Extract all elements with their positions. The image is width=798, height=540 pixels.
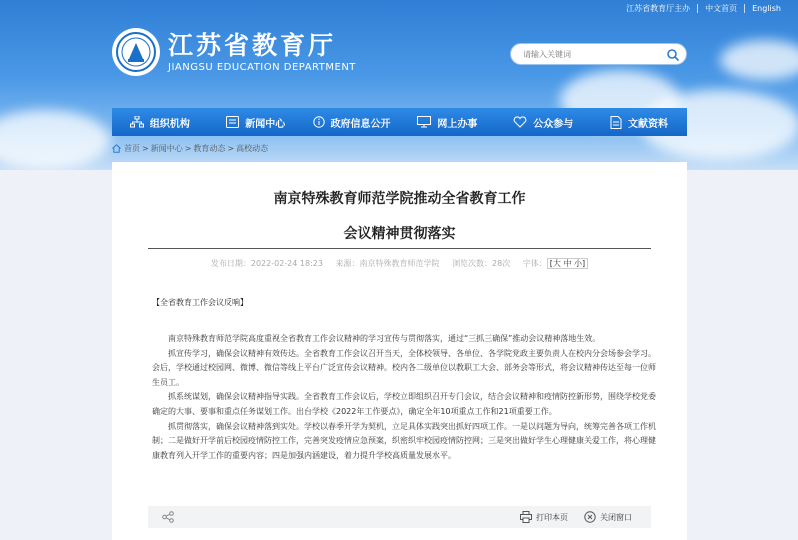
- breadcrumb-item[interactable]: 首页: [124, 144, 140, 153]
- close-label: 关闭窗口: [600, 512, 632, 522]
- cloud-decoration: [720, 40, 798, 80]
- nav-item-info[interactable]: [304, 108, 400, 136]
- nav-item-public[interactable]: [495, 108, 591, 136]
- article-title-line1: 南京特殊教育师范学院推动全省教育工作: [273, 191, 526, 207]
- title-divider: [148, 248, 651, 249]
- article-meta: [112, 258, 687, 269]
- org-icon: [130, 116, 144, 128]
- nav-label: 网上办事: [437, 118, 478, 130]
- publish-date: 发布日期：2022-02-24 18:23: [210, 259, 323, 268]
- article-title-line2: 会议精神贯彻落实: [343, 226, 456, 242]
- top-links-bar: [619, 0, 788, 16]
- nav-item-news[interactable]: [208, 108, 304, 136]
- nav-item-online[interactable]: [399, 108, 495, 136]
- paragraph: 抓系统谋划，确保会议精神指导实践。全省教育工作会议后，学校立即组织召开专门会议，结合会议精神和疫情防控新形势，围绕学校党委确定的大事、要事和重点任务谋划工作。出台学校《2022年工作要点》，确定全年10项重点工作和21项重要工作。: [152, 392, 656, 416]
- print-button[interactable]: [520, 511, 568, 523]
- article-body: [152, 332, 656, 463]
- paragraph: 抓贯彻落实，确保会议精神落到实处。学校以春季开学为契机，立足具体实践突出抓好四项工作。一是以问题为导向，统筹完善各项工作机制；二是做好开学前后校园疫情防控工作，完善突发疫情应急预案，织密织牢校园疫情防控网；三是突出做好学生心理健康关爱工作，将心理健康教育列入开学工作的重要内容；四是加强内涵建设，着力提升学校高质量发展水平。: [152, 421, 656, 460]
- breadcrumb: 首页 > 新闻中心 > 教育动态 > 高校动态: [112, 143, 270, 154]
- share-icon[interactable]: [162, 511, 174, 525]
- breadcrumb-item[interactable]: 高校动态: [236, 144, 269, 153]
- logo-cn-text: 江苏省教育厅: [168, 31, 337, 60]
- breadcrumb-item[interactable]: 新闻中心: [150, 144, 183, 153]
- view-count: 浏览次数：28次: [452, 259, 511, 268]
- font-size-switcher[interactable]: [大 中 小]: [547, 258, 588, 269]
- nav-label: 公众参与: [533, 118, 574, 130]
- monitor-icon: [417, 116, 431, 128]
- heart-icon: [513, 116, 527, 128]
- article-tag: 【全省教育工作会议反响】: [152, 298, 248, 307]
- cn-home-link[interactable]: 中文首页: [705, 3, 738, 13]
- article-source: 来源：南京特殊教育师范学院: [335, 259, 440, 268]
- print-label: 打印本页: [536, 512, 568, 522]
- nav-label: 组织机构: [149, 118, 190, 130]
- nav-item-org[interactable]: [112, 108, 208, 136]
- info-icon: [313, 116, 325, 128]
- font-size-label: 字体：: [522, 259, 547, 268]
- main-nav: [112, 108, 687, 136]
- article-panel: [112, 162, 687, 540]
- news-icon: [226, 116, 239, 128]
- nav-item-docs[interactable]: [591, 108, 687, 136]
- search-icon[interactable]: [666, 47, 680, 66]
- nav-label: 新闻中心: [245, 118, 286, 130]
- logo-en-text: JIANGSU EDUCATION DEPARTMENT: [168, 62, 356, 73]
- print-icon: [520, 511, 532, 523]
- site-logo[interactable]: [112, 28, 356, 76]
- english-link[interactable]: English: [752, 3, 781, 13]
- document-icon: [610, 116, 622, 129]
- home-icon: [112, 144, 121, 153]
- nav-label: 政府信息公开: [330, 118, 391, 130]
- host-label: 江苏省教育厅主办: [626, 3, 691, 13]
- search-box: [510, 43, 687, 65]
- paragraph: 南京特殊教育师范学院高度重视全省教育工作会议精神的学习宣传与贯彻落实，通过“三抓三确保”推动会议精神落地生效。: [168, 334, 601, 343]
- cloud-decoration: [0, 110, 110, 170]
- paragraph: 抓宣传学习，确保会议精神有效传达。全省教育工作会议召开当天，全体校领导、各单位、各学院党政主要负责人在校内分会场参会学习。会后，学校通过校园网、微博、微信等线上平台广泛宣传会议精神。校内各二级单位以教职工大会、部务会等形式，将会议精神传达至每一位师生员工。: [152, 348, 656, 387]
- article-actions-bar: [148, 506, 651, 528]
- search-input[interactable]: [523, 50, 653, 59]
- breadcrumb-item[interactable]: 教育动态: [193, 144, 226, 153]
- nav-label: 文献资料: [628, 118, 669, 130]
- emblem-icon: [112, 28, 160, 76]
- close-window-button[interactable]: [584, 511, 632, 523]
- close-icon: [584, 511, 596, 523]
